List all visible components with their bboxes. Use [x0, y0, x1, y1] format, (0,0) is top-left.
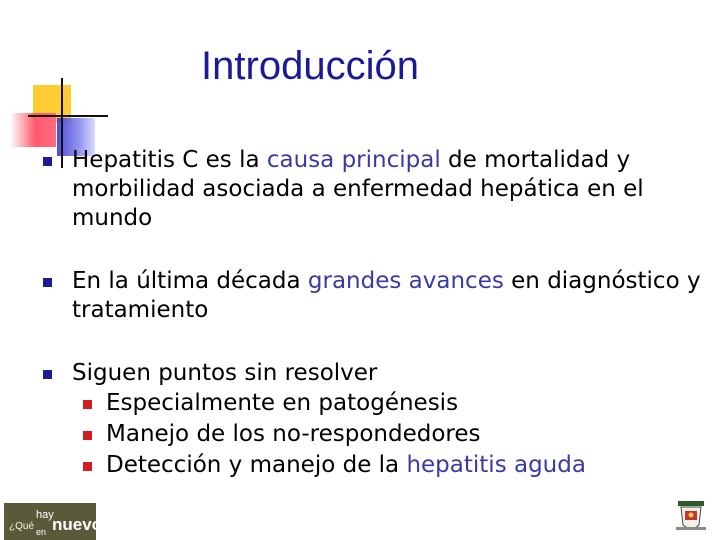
bullet-square-icon: [43, 278, 52, 287]
logo-text: nuevo: [52, 515, 103, 534]
bullet-text: En la última década: [72, 268, 308, 294]
sub-bullet-square-icon: [83, 431, 92, 440]
sub-bullet-square-icon: [83, 462, 92, 471]
decor-horizontal-line: [28, 115, 108, 117]
decor-red-square: [10, 113, 56, 147]
bullet-text: Siguen puntos sin resolver: [72, 360, 378, 386]
sub-bullet-item: [74, 450, 710, 481]
bullet-item: [40, 267, 710, 325]
bullet-text: de mortalidad y morbilidad asociada a enfermedad hepática en el mundo: [72, 147, 644, 231]
highlight-text: causa principal: [266, 147, 441, 173]
bullet-square-icon: [43, 157, 52, 166]
sub-bullet-item: [74, 419, 710, 450]
slide-title: Introducción: [201, 44, 419, 88]
highlight-text: grandes avances: [307, 268, 504, 294]
sub-bullet-text: Manejo de los no-respondedores: [106, 421, 481, 447]
sub-bullet-item: [74, 388, 710, 419]
sub-bullet-text: Detección y manejo de la: [106, 452, 407, 478]
logo-text: ¿Qué: [9, 521, 35, 532]
bullet-item: [40, 359, 710, 481]
highlight-text: hepatitis aguda: [406, 452, 586, 478]
sub-bullet-text: Especialmente en patogénesis: [106, 390, 459, 416]
bullet-list: [40, 146, 710, 481]
bullet-text: en diagnóstico y tratamiento: [72, 268, 701, 323]
bullet-text: Hepatitis C es la: [72, 147, 267, 173]
institution-crest-icon: [672, 499, 710, 534]
bullet-item: [40, 146, 710, 233]
sub-bullet-square-icon: [83, 400, 92, 409]
bullet-square-icon: [43, 370, 52, 379]
que-hay-nuevo-logo: [4, 503, 103, 540]
logo-text: hay: [36, 509, 54, 521]
logo-text: en: [36, 527, 47, 537]
